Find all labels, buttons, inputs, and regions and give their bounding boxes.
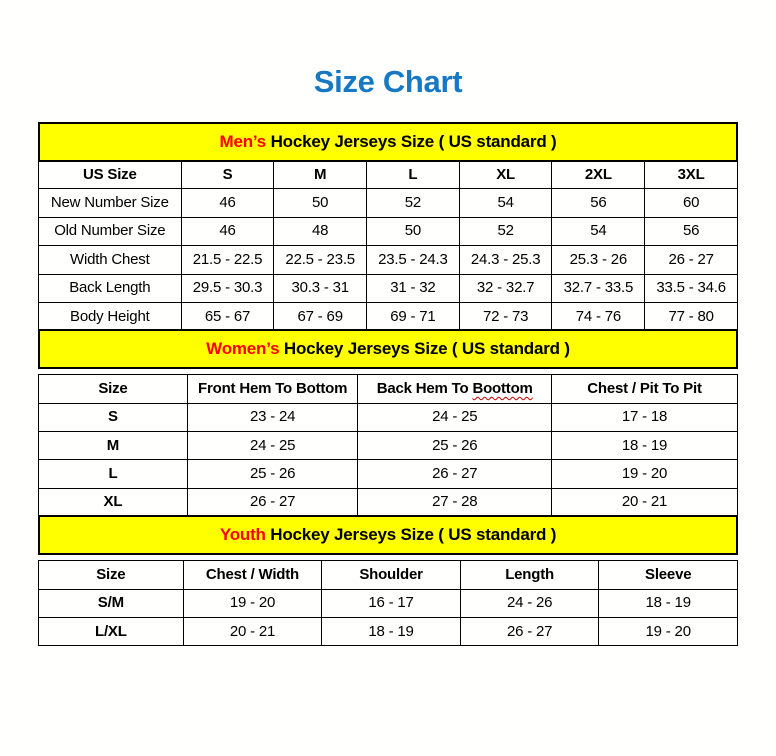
row-label: L (39, 460, 188, 488)
womens-size-table (38, 374, 738, 517)
table-cell: 26 - 27 (187, 488, 358, 516)
column-header: S (181, 161, 274, 189)
column-header: Chest / Pit To Pit (552, 375, 738, 403)
table-cell: 50 (367, 217, 460, 245)
youth-size-table (38, 560, 738, 646)
table-cell: 25 - 26 (187, 460, 358, 488)
column-header: US Size (39, 161, 182, 189)
table-cell: 69 - 71 (367, 302, 460, 330)
table-cell: 60 (645, 189, 738, 217)
band-title-red: Youth (219, 525, 271, 545)
row-label: L/XL (39, 617, 184, 645)
table-cell: 52 (459, 217, 552, 245)
table-cell: 31 - 32 (367, 274, 460, 302)
band-title-red: Women’s (206, 339, 284, 359)
band-title-rest: Hockey Jerseys Size ( US standard ) (283, 339, 570, 359)
table-cell: 24 - 25 (358, 403, 552, 431)
mens-size-table (38, 160, 738, 331)
table-cell: 19 - 20 (552, 460, 738, 488)
table-cell: 56 (645, 217, 738, 245)
table-row (39, 432, 738, 460)
table-cell: 19 - 20 (599, 617, 738, 645)
table-cell: 48 (274, 217, 367, 245)
womens-section-band (38, 329, 738, 369)
column-header: Back Hem To Boottom (358, 375, 552, 403)
table-cell: 46 (181, 217, 274, 245)
table-cell: 24 - 26 (460, 589, 599, 617)
column-header: XL (459, 161, 552, 189)
size-chart-content (38, 122, 738, 646)
youth-section-band (38, 515, 738, 555)
table-cell: 54 (459, 189, 552, 217)
table-row (39, 617, 738, 645)
table-cell: 33.5 - 34.6 (645, 274, 738, 302)
table-cell: 20 - 21 (183, 617, 322, 645)
table-cell: 18 - 19 (322, 617, 461, 645)
row-label: Width Chest (39, 246, 182, 274)
table-cell: 26 - 27 (460, 617, 599, 645)
table-row (39, 488, 738, 516)
table-cell: 24.3 - 25.3 (459, 246, 552, 274)
row-label: M (39, 432, 188, 460)
table-row (39, 246, 738, 274)
table-cell: 56 (552, 189, 645, 217)
table-cell: 32 - 32.7 (459, 274, 552, 302)
column-header: Sleeve (599, 561, 738, 589)
table-cell: 65 - 67 (181, 302, 274, 330)
header-row (39, 561, 738, 589)
table-cell: 18 - 19 (552, 432, 738, 460)
header-row (39, 161, 738, 189)
table-cell: 25.3 - 26 (552, 246, 645, 274)
table-cell: 32.7 - 33.5 (552, 274, 645, 302)
column-header: Size (39, 375, 188, 403)
table-cell: 54 (552, 217, 645, 245)
table-row (39, 274, 738, 302)
mens-section-band (38, 122, 738, 162)
table-cell: 20 - 21 (552, 488, 738, 516)
column-header: 3XL (645, 161, 738, 189)
row-label: Back Length (39, 274, 182, 302)
band-title-rest: Hockey Jerseys Size ( US standard ) (270, 132, 557, 151)
misspelled-word: Boottom (472, 379, 533, 397)
table-row (39, 460, 738, 488)
column-header: M (274, 161, 367, 189)
band-title-red: Men’s (219, 132, 271, 151)
column-header: Length (460, 561, 599, 589)
table-cell: 72 - 73 (459, 302, 552, 330)
table-row (39, 302, 738, 330)
table-cell: 46 (181, 189, 274, 217)
table-row (39, 189, 738, 217)
table-cell: 24 - 25 (187, 432, 358, 460)
row-label: XL (39, 488, 188, 516)
table-cell: 26 - 27 (358, 460, 552, 488)
table-cell: 52 (367, 189, 460, 217)
column-header: 2XL (552, 161, 645, 189)
table-cell: 16 - 17 (322, 589, 461, 617)
column-header: Chest / Width (183, 561, 322, 589)
table-cell: 77 - 80 (645, 302, 738, 330)
row-label: S/M (39, 589, 184, 617)
table-cell: 30.3 - 31 (274, 274, 367, 302)
column-header: L (367, 161, 460, 189)
row-label: Old Number Size (39, 217, 182, 245)
table-cell: 67 - 69 (274, 302, 367, 330)
page-title: Size Chart (313, 64, 463, 99)
column-header: Front Hem To Bottom (187, 375, 358, 403)
table-row (39, 403, 738, 431)
band-title-rest: Hockey Jerseys Size ( US standard ) (270, 525, 557, 545)
table-cell: 50 (274, 189, 367, 217)
table-cell: 23 - 24 (187, 403, 358, 431)
row-label: Body Height (39, 302, 182, 330)
table-cell: 23.5 - 24.3 (367, 246, 460, 274)
table-cell: 19 - 20 (183, 589, 322, 617)
size-chart-page (0, 64, 776, 646)
table-cell: 18 - 19 (599, 589, 738, 617)
table-cell: 29.5 - 30.3 (181, 274, 274, 302)
table-cell: 17 - 18 (552, 403, 738, 431)
column-header: Shoulder (322, 561, 461, 589)
row-label: New Number Size (39, 189, 182, 217)
table-cell: 25 - 26 (358, 432, 552, 460)
table-cell: 21.5 - 22.5 (181, 246, 274, 274)
table-cell: 27 - 28 (358, 488, 552, 516)
table-cell: 26 - 27 (645, 246, 738, 274)
table-cell: 22.5 - 23.5 (274, 246, 367, 274)
table-row (39, 589, 738, 617)
header-row (39, 375, 738, 403)
column-header: Size (39, 561, 184, 589)
row-label: S (39, 403, 188, 431)
table-cell: 74 - 76 (552, 302, 645, 330)
table-row (39, 217, 738, 245)
